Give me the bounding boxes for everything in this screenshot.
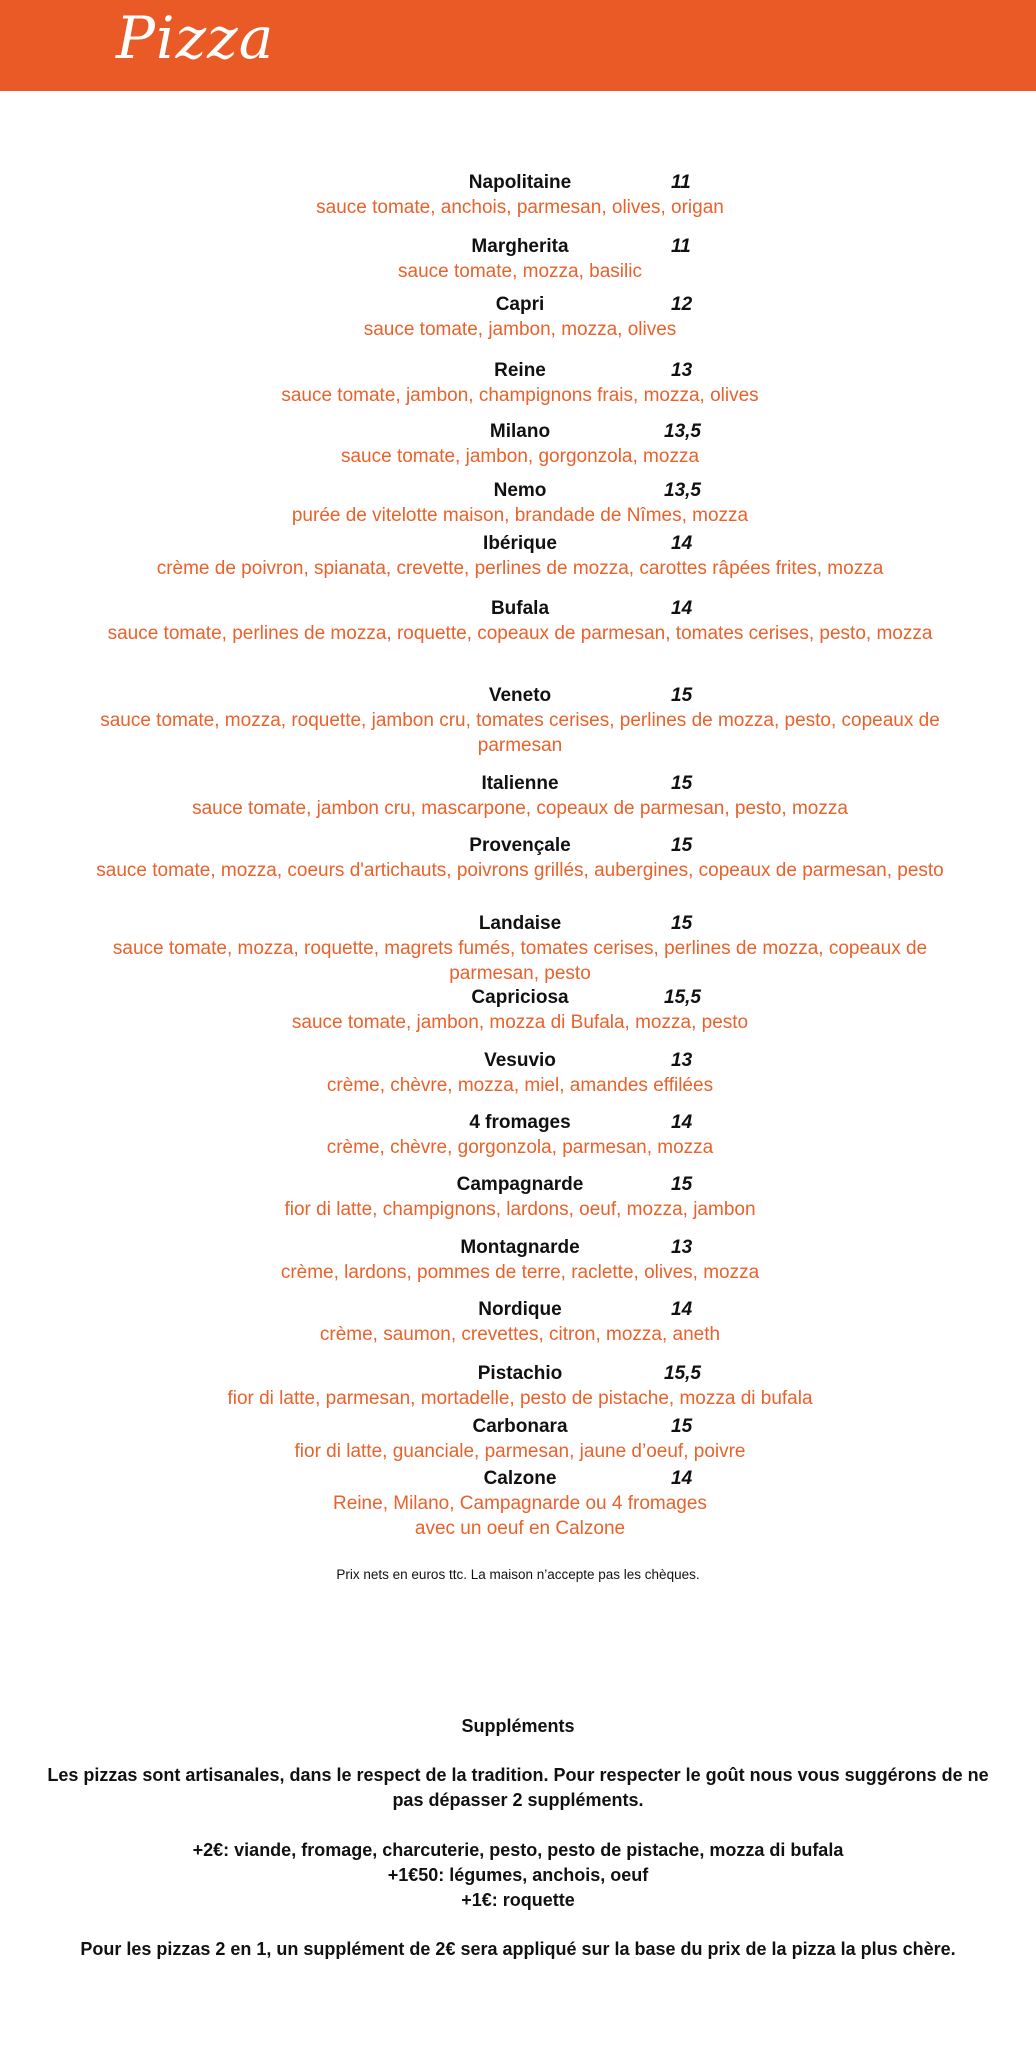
pizza-description: purée de vitelotte maison, brandade de Nîmes, mozza <box>291 505 749 526</box>
supplements-prices <box>40 1838 996 1913</box>
pizza-description: sauce tomate, perlines de mozza, roquette, copeaux de parmesan, tomates cerises, pesto, mozza <box>107 623 933 644</box>
pizza-name: Calzone <box>483 1468 557 1489</box>
pizza-name: Montagnarde <box>460 1237 580 1258</box>
pizza-name: Margherita <box>471 236 569 257</box>
pizza-price: 15 <box>671 913 693 934</box>
pizza-description: crème, chèvre, mozza, miel, amandes effilées <box>326 1075 714 1096</box>
pizza-price: 15 <box>671 685 693 706</box>
price-footnote: Prix nets en euros ttc. La maison n’accepte pas les chèques. <box>336 1567 700 1582</box>
pizza-price: 13,5 <box>664 480 701 501</box>
pizza-description: sauce tomate, mozza, roquette, jambon cru, tomates cerises, perlines de mozza, pesto, copeaux de parmesan <box>100 710 940 756</box>
pizza-description: sauce tomate, jambon, champignons frais, mozza, olives <box>281 385 759 406</box>
pizza-description: sauce tomate, mozza, coeurs d'artichauts, poivrons grillés, aubergines, copeaux de parmesan, pesto <box>96 860 944 881</box>
pizza-price: 14 <box>671 1468 693 1489</box>
pizza-name: Bufala <box>490 598 550 619</box>
pizza-name: Reine <box>494 360 546 381</box>
pizza-price: 14 <box>671 533 693 554</box>
pizza-description: sauce tomate, jambon cru, mascarpone, copeaux de parmesan, pesto, mozza <box>192 798 848 819</box>
pizza-price: 11 <box>671 236 691 257</box>
pizza-price: 14 <box>671 598 693 619</box>
pizza-description: crème, chèvre, gorgonzola, parmesan, mozza <box>326 1137 714 1158</box>
pizza-price: 14 <box>671 1112 693 1133</box>
page-title: Pizza <box>116 4 275 72</box>
pizza-name: Capri <box>495 294 545 315</box>
supplement-line: +2€: viande, fromage, charcuterie, pesto, pesto de pistache, mozza di bufala <box>192 1840 844 1860</box>
supplements-title: Suppléments <box>461 1716 575 1736</box>
pizza-name: Campagnarde <box>456 1174 584 1195</box>
pizza-description: crème, lardons, pommes de terre, raclette, olives, mozza <box>280 1262 760 1283</box>
pizza-description: sauce tomate, anchois, parmesan, olives, origan <box>316 197 724 218</box>
supplement-line: +1€: roquette <box>461 1890 575 1910</box>
pizza-name: Napolitaine <box>468 172 572 193</box>
pizza-name: Carbonara <box>472 1416 568 1437</box>
pizza-name: Provençale <box>469 835 571 856</box>
pizza-name: Italienne <box>481 773 559 794</box>
supplements-note: Pour les pizzas 2 en 1, un supplément de 2€ sera appliqué sur la base du prix de la pizza la plus chère. <box>80 1939 956 1959</box>
pizza-name: Milano <box>489 421 551 442</box>
pizza-description: sauce tomate, jambon, gorgonzola, mozza <box>340 446 700 467</box>
pizza-description: sauce tomate, jambon, mozza, olives <box>363 319 677 340</box>
pizza-price: 15 <box>671 1416 693 1437</box>
pizza-name: Nemo <box>493 480 547 501</box>
pizza-description: crème, saumon, crevettes, citron, mozza, aneth <box>319 1324 721 1345</box>
pizza-description: fior di latte, parmesan, mortadelle, pesto de pistache, mozza di bufala <box>227 1388 813 1409</box>
pizza-price: 12 <box>671 294 693 315</box>
pizza-name: Pistachio <box>477 1363 563 1384</box>
pizza-description: crème de poivron, spianata, crevette, perlines de mozza, carottes râpées frites, mozza <box>156 558 884 579</box>
pizza-name: Capriciosa <box>471 987 569 1008</box>
pizza-price: 13 <box>671 360 693 381</box>
supplements-intro: Les pizzas sont artisanales, dans le respect de la tradition. Pour respecter le goût nous vous suggérons de ne pas dépasser 2 suppléments. <box>47 1765 989 1810</box>
pizza-price: 13,5 <box>664 421 701 442</box>
pizza-price: 15,5 <box>664 1363 701 1384</box>
pizza-price: 11 <box>671 172 691 193</box>
pizza-price: 14 <box>671 1299 693 1320</box>
pizza-description: sauce tomate, mozza, basilic <box>398 261 642 282</box>
pizza-name: 4 fromages <box>469 1112 571 1133</box>
pizza-description: fior di latte, champignons, lardons, oeuf, mozza, jambon <box>284 1199 756 1220</box>
pizza-description: sauce tomate, mozza, roquette, magrets fumés, tomates cerises, perlines de mozza, copeaux de parmesan, pesto <box>112 938 928 984</box>
pizza-name: Ibérique <box>483 533 557 554</box>
pizza-name: Landaise <box>478 913 562 934</box>
pizza-price: 13 <box>671 1237 693 1258</box>
pizza-name: Nordique <box>478 1299 562 1320</box>
supplement-line: +1€50: légumes, anchois, oeuf <box>387 1865 649 1885</box>
pizza-name: Veneto <box>488 685 552 706</box>
pizza-description: Reine, Milano, Campagnarde ou 4 fromages avec un oeuf en Calzone <box>333 1493 707 1539</box>
pizza-price: 15 <box>671 1174 693 1195</box>
pizza-price: 13 <box>671 1050 693 1071</box>
pizza-description: sauce tomate, jambon, mozza di Bufala, mozza, pesto <box>291 1012 749 1033</box>
pizza-price: 15 <box>671 773 693 794</box>
pizza-price: 15,5 <box>664 987 701 1008</box>
pizza-description: fior di latte, guanciale, parmesan, jaune d’oeuf, poivre <box>294 1441 746 1462</box>
pizza-price: 15 <box>671 835 693 856</box>
header-bar <box>0 0 1036 91</box>
pizza-name: Vesuvio <box>484 1050 556 1071</box>
